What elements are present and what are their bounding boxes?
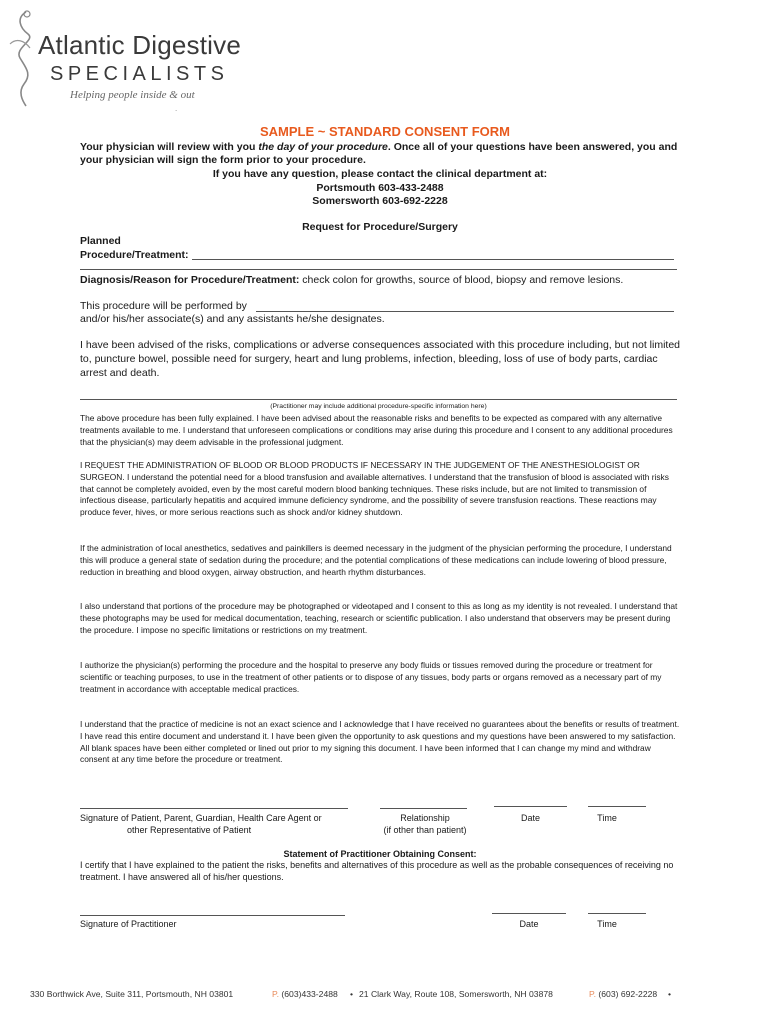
patient-time-line[interactable] bbox=[588, 806, 646, 807]
practitioner-note: (Practitioner may include additional procedure-specific information here) bbox=[270, 403, 487, 410]
footer-phone-2: (603) 692-2228 bbox=[598, 989, 658, 999]
performed-by-label: This procedure will be performed by bbox=[80, 300, 247, 312]
diagnosis-value: check colon for growths, source of blood, biopsy and remove lesions. bbox=[299, 274, 624, 286]
paragraph-acknowledgement: I understand that the practice of medicine is not an exact science and I acknowledge that I have received no guarantees about the benefits or results of treatment. I have read this entire document and understand it. I have been given the opportunity to ask questions and my questions have been answered to my satisfaction. All blank spaces have been either completed or lined out prior to my signing this document. I have been informed that I can change my mind and withdraw consent at any time before the procedure or treatment. bbox=[80, 719, 680, 765]
performed-by-line[interactable] bbox=[256, 311, 674, 312]
footer-phone-prefix-2: P. bbox=[589, 989, 597, 999]
practitioner-time-label: Time bbox=[597, 919, 617, 929]
practitioner-time-line[interactable] bbox=[588, 913, 646, 914]
paragraph-photographs: I also understand that portions of the procedure may be photographed or videotaped and I consent to this as long as my identity is not revealed. I understand that these photographs may be used for medical documentation, teaching, research or scientific publication. I also understand that observers may be present during the procedure. I impose no specific limitations or restrictions on my treatment. bbox=[80, 601, 678, 635]
intro-text bbox=[80, 141, 700, 167]
relationship-line[interactable] bbox=[380, 808, 467, 809]
practitioner-signature-label: Signature of Practitioner bbox=[80, 919, 177, 929]
practitioner-statement-title: Statement of Practitioner Obtaining Consent: bbox=[283, 849, 477, 859]
patient-date-label: Date bbox=[520, 813, 540, 823]
intro-text-a: Your physician will review with you bbox=[80, 141, 259, 153]
diagnosis-label: Diagnosis/Reason for Procedure/Treatment: bbox=[80, 274, 300, 286]
intro-text-b: . Once all of your questions have been answered, you and your physician will sign the form prior to your procedure. bbox=[80, 141, 678, 167]
contact-somersworth: Somersworth 603-692-2228 bbox=[312, 195, 448, 207]
risks-paragraph: I have been advised of the risks, complications or adverse consequences associated with this procedure including, but not limited to, puncture bowel, possible need for surgery, heart and lung problems, infection, bleeding, loss of use of body parts, cardiac arrest and death. bbox=[80, 339, 681, 379]
associates-text: and/or his/her associate(s) and any assistants he/she designates. bbox=[80, 313, 385, 325]
logo-name: Atlantic Digestive bbox=[38, 30, 242, 60]
practitioner-statement-text: I certify that I have explained to the patient the risks, benefits and alternatives of this procedure as well as the probable consequences of receiving no treatment. I have answered all of his/her questions. bbox=[80, 860, 674, 882]
footer-address-portsmouth: 330 Borthwick Ave, Suite 311, Portsmouth, NH 03801 bbox=[30, 989, 234, 999]
footer-address-somersworth: 21 Clark Way, Route 108, Somersworth, NH 03878 bbox=[359, 989, 553, 999]
practitioner-date-label: Date bbox=[519, 919, 539, 929]
footer-separator-2: • bbox=[668, 989, 672, 999]
planned-procedure-line-2[interactable] bbox=[80, 269, 677, 270]
logo-subtitle: SPECIALISTS bbox=[50, 63, 229, 85]
diagnosis-row bbox=[80, 274, 623, 286]
patient-date-line[interactable] bbox=[494, 806, 567, 807]
relationship-label bbox=[370, 813, 480, 836]
logo-dot: . bbox=[175, 104, 178, 113]
section-title: Request for Procedure/Surgery bbox=[302, 221, 458, 233]
patient-time-label: Time bbox=[597, 813, 617, 823]
logo-tagline: Helping people inside & out bbox=[70, 89, 195, 101]
footer-phone-prefix-1: P. bbox=[272, 989, 280, 999]
page-title: SAMPLE ~ STANDARD CONSENT FORM bbox=[259, 124, 510, 139]
contact-portsmouth: Portsmouth 603-433-2488 bbox=[316, 182, 444, 194]
planned-label-line-1: Planned bbox=[80, 235, 121, 247]
paragraph-explained: The above procedure has been fully explained. I have been advised about the reasonable risks and benefits to be expected as compared with any alternative treatments available to me. I understand that unforeseen complications or conditions may arise during this procedure and I consent to any additional procedures that the physician(s) may deem advisable in the professional judgment. bbox=[80, 413, 673, 447]
contact-line-1: If you have any question, please contact the clinical department at: bbox=[212, 168, 548, 180]
practitioner-date-line[interactable] bbox=[492, 913, 566, 914]
planned-label-line-2: Procedure/Treatment: bbox=[80, 249, 189, 261]
planned-procedure-line[interactable] bbox=[192, 259, 674, 260]
paragraph-blood: I REQUEST THE ADMINISTRATION OF BLOOD OR BLOOD PRODUCTS IF NECESSARY IN THE JUDGEMENT OF THE ANESTHESIOLOGIST OR SURGEON. I understand the potential need for a blood transfusion and available alternatives. I understand that the transfusion of blood is associated with risks that cannot be completely avoided, even by the most careful modern blood banking techniques. These risks include, but are not limited to transmission of infectious disease, particularly hepatitis and acquired immune deficiency syndrome, and the possibility of severe transfusion reactions. These reactions may produce fever, hives, or more serious reactions such as shock and/or kidney shutdown. bbox=[80, 460, 669, 518]
relationship-label-2: (if other than patient) bbox=[383, 824, 467, 835]
logo-figure-icon bbox=[6, 8, 40, 108]
intro-emphasis: the day of your procedure bbox=[258, 141, 388, 153]
footer-phone-somersworth bbox=[589, 989, 657, 999]
planned-label bbox=[80, 234, 189, 262]
paragraph-tissues: I authorize the physician(s) performing the procedure and the hospital to preserve any body fluids or tissues removed during the procedure or treatment for scientific or teaching purposes, to use in the treatment of other patients or to dispose of any tissues, body parts or organs removed as a necessary part of my treatment in accordance with acceptable medical practices. bbox=[80, 660, 662, 694]
patient-signature-label-1: Signature of Patient, Parent, Guardian, Health Care Agent or bbox=[80, 813, 322, 823]
relationship-label-1: Relationship bbox=[400, 813, 450, 823]
footer-phone-1: (603)433-2488 bbox=[281, 989, 338, 999]
patient-signature-label bbox=[80, 813, 355, 836]
footer-separator: • bbox=[350, 989, 354, 999]
patient-signature-line[interactable] bbox=[80, 808, 348, 809]
paragraph-anesthetics: If the administration of local anesthetics, sedatives and painkillers is deemed necessary in the judgment of the physician performing the procedure, I understand this will produce a general state of sedation during the procedure; and the potential complications of these medications can include lowering of blood pressure, reduction in breathing and blood oxygen, airway obstruction, and hearth rhythm disturbances. bbox=[80, 543, 672, 577]
footer-phone-portsmouth bbox=[272, 989, 338, 999]
patient-signature-label-2: other Representative of Patient bbox=[127, 824, 252, 835]
practitioner-info-line[interactable] bbox=[80, 399, 677, 400]
practitioner-signature-line[interactable] bbox=[80, 915, 345, 916]
